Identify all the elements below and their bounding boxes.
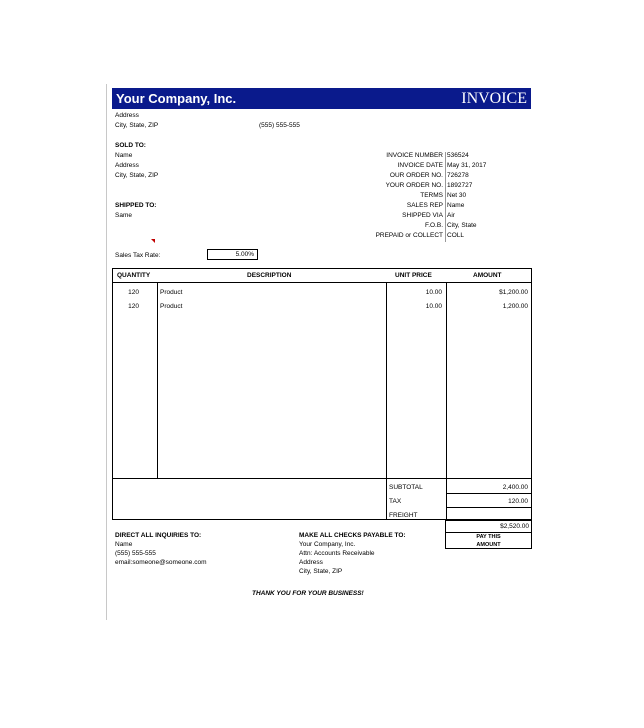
sold-to-city: City, State, ZIP [115, 172, 159, 179]
detail-value: 1892727 [447, 182, 473, 189]
invoice-header-banner [112, 88, 531, 109]
table-row [113, 303, 531, 313]
tax-label: TAX [389, 498, 402, 505]
table-row [113, 289, 531, 299]
thank-you-message: THANK YOU FOR YOUR BUSINESS! [252, 590, 364, 597]
row-quantity: 120 [128, 303, 139, 310]
sold-to-address: Address [115, 162, 139, 169]
checks-company: Your Company, Inc. [299, 541, 356, 548]
detail-label: YOUR ORDER NO. [385, 182, 443, 189]
company-phone: (555) 555-555 [259, 122, 300, 129]
shipped-to-value: Same [115, 212, 132, 219]
total-amount: $2,520.00 [500, 523, 529, 530]
col-header-description: DESCRIPTION [247, 272, 292, 279]
page-margin-rule [106, 84, 107, 620]
detail-value: Net 30 [447, 192, 467, 199]
pay-amount-box [445, 520, 532, 549]
detail-label: INVOICE NUMBER [386, 152, 443, 159]
inquiries-email[interactable]: email:someone@someone.com [115, 559, 207, 566]
inquiries-label: DIRECT ALL INQUIRIES TO: [115, 532, 202, 539]
row-quantity: 120 [128, 289, 139, 296]
row-description: Product [160, 303, 183, 310]
sold-to-name: Name [115, 152, 133, 159]
items-table [112, 268, 532, 520]
detail-value: 536524 [447, 152, 469, 159]
tax-value: 120.00 [508, 498, 528, 505]
detail-value: COLL [447, 232, 464, 239]
detail-value: 726278 [447, 172, 469, 179]
col-header-unit-price: UNIT PRICE [395, 272, 432, 279]
checks-label: MAKE ALL CHECKS PAYABLE TO: [299, 532, 406, 539]
company-name: Your Company, Inc. [116, 91, 237, 106]
col-header-amount: AMOUNT [473, 272, 502, 279]
comment-marker-icon [151, 239, 155, 243]
row-description: Product [160, 289, 183, 296]
checks-city: City, State, ZIP [299, 568, 343, 575]
detail-label: TERMS [420, 192, 443, 199]
detail-value: City, State [447, 222, 477, 229]
company-city: City, State, ZIP [115, 122, 159, 129]
tax-rate-input[interactable]: 5.00% [207, 249, 258, 260]
subtotal-value: 2,400.00 [502, 484, 528, 491]
col-header-quantity: QUANTITY [117, 272, 151, 279]
detail-value: May 31, 2017 [447, 162, 487, 169]
checks-address: Address [299, 559, 323, 566]
inquiries-phone: (555) 555-555 [115, 550, 156, 557]
inquiries-name: Name [115, 541, 133, 548]
detail-label: SALES REP [406, 202, 443, 209]
detail-label: PREPAID or COLLECT [375, 232, 443, 239]
row-unit-price: 10.00 [425, 289, 442, 296]
detail-value: Air [447, 212, 455, 219]
row-unit-price: 10.00 [425, 303, 442, 310]
company-address: Address [115, 112, 139, 119]
detail-value: Name [447, 202, 465, 209]
pay-label: AMOUNT [476, 542, 501, 548]
subtotal-label: SUBTOTAL [389, 484, 423, 491]
shipped-to-label: SHIPPED TO: [115, 202, 157, 209]
detail-label: SHIPPED VIA [402, 212, 443, 219]
row-amount: $1,200.00 [499, 289, 528, 296]
pay-label: PAY THIS [476, 534, 501, 540]
detail-label: F.O.B. [424, 222, 443, 229]
checks-attn: Attn: Accounts Receivable [299, 550, 375, 557]
document-title: INVOICE [461, 90, 527, 107]
sold-to-label: SOLD TO: [115, 142, 146, 149]
tax-rate-label: Sales Tax Rate: [115, 252, 161, 259]
row-amount: 1,200.00 [502, 303, 528, 310]
detail-label: INVOICE DATE [397, 162, 443, 169]
detail-label: OUR ORDER NO. [389, 172, 443, 179]
freight-label: FREIGHT [389, 512, 418, 519]
